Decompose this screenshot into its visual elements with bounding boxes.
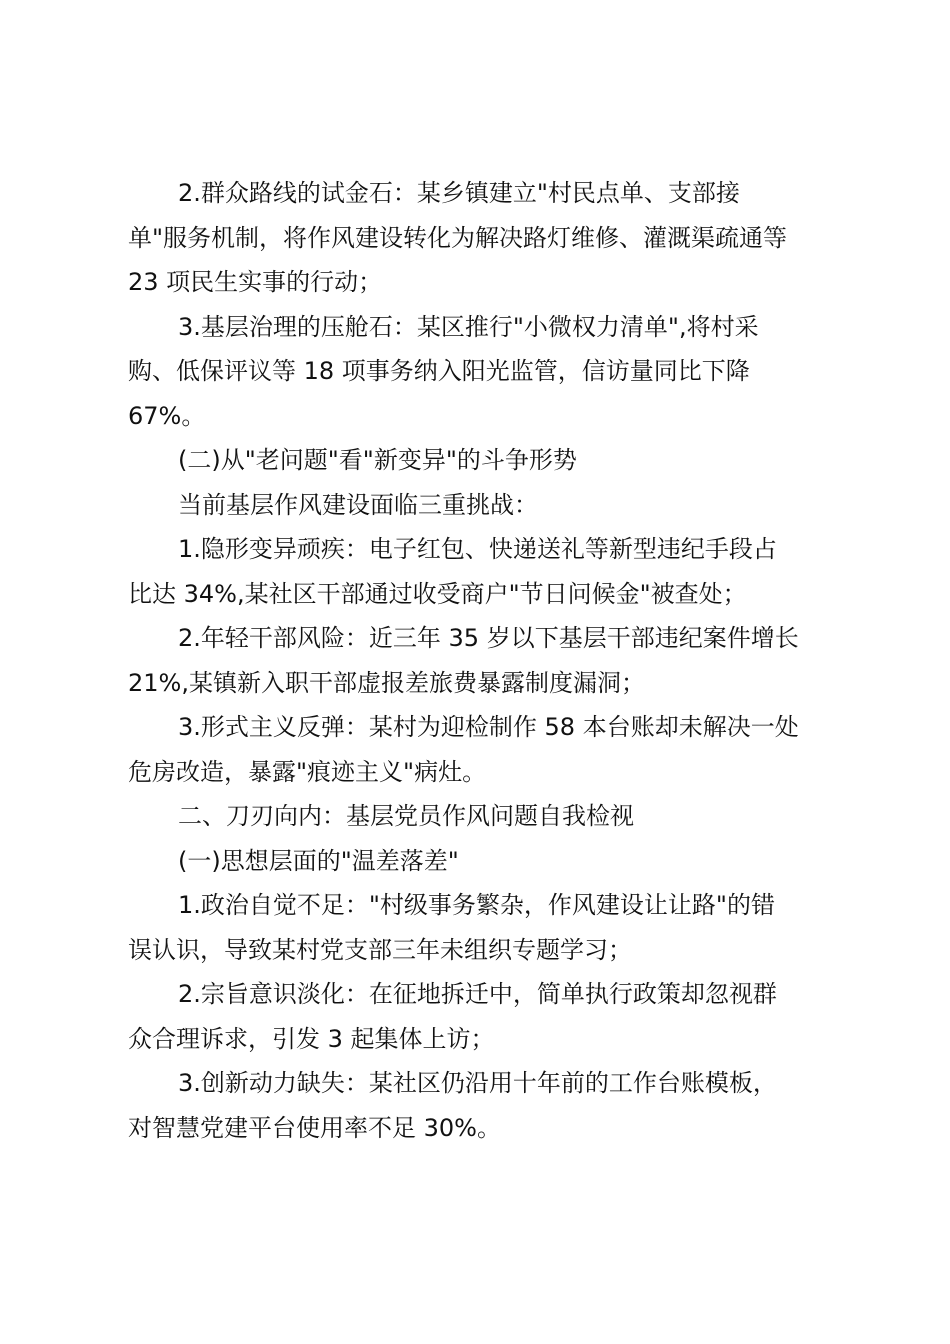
text-line: 危房改造，暴露"痕迹主义"病灶。 bbox=[128, 757, 487, 786]
text-line: 3.形式主义反弹：某村为迎检制作 58 本台账却未解决一处 bbox=[178, 713, 799, 741]
text-line: 当前基层作风建设面临三重挑战： bbox=[178, 490, 538, 519]
text-line: 众合理诉求，引发 3 起集体上访； bbox=[128, 1024, 495, 1053]
text-line: 3.创新动力缺失：某社区仍沿用十年前的工作台账模板， bbox=[178, 1069, 777, 1097]
text-line: 67%。 bbox=[128, 401, 206, 430]
text-line: 误认识，导致某村党支部三年未组织专题学习； bbox=[128, 935, 632, 964]
text-line: 1.政治自觉不足："村级事务繁杂，作风建设让让路"的错 bbox=[178, 891, 775, 919]
text-line: 23 项民生实事的行动； bbox=[128, 268, 383, 296]
text-line: 购、低保评议等 18 项事务纳入阳光监管，信访量同比下降 bbox=[128, 357, 750, 385]
paragraph-grassroots-governance bbox=[128, 305, 838, 439]
heading-text: (一)思想层面的"温差落差" bbox=[178, 846, 459, 875]
heading-text: (二)从"老问题"看"新变异"的斗争形势 bbox=[178, 446, 577, 474]
heading-text: 二、刀刃向内：基层党员作风问题自我检视 bbox=[178, 802, 634, 830]
paragraph-purpose-awareness bbox=[128, 972, 838, 1061]
document-body bbox=[128, 171, 838, 1150]
text-line: 2.年轻干部风险：近三年 35 岁以下基层干部违纪案件增长 bbox=[178, 624, 799, 652]
paragraph-innovation-motivation bbox=[128, 1061, 838, 1150]
paragraph-formalism-rebound bbox=[128, 705, 838, 794]
text-line: 2.宗旨意识淡化：在征地拆迁中，简单执行政策却忽视群 bbox=[178, 980, 777, 1008]
paragraph-young-cadre-risk bbox=[128, 616, 838, 705]
paragraph-political-awareness bbox=[128, 883, 838, 972]
section-heading-self-inspection bbox=[128, 794, 838, 839]
text-line: 比达 34%,某社区干部通过收受商户"节日问候金"被查处； bbox=[128, 579, 747, 608]
text-line: 对智慧党建平台使用率不足 30%。 bbox=[128, 1113, 501, 1142]
paragraph-mass-line bbox=[128, 171, 838, 305]
subsection-heading-ideological-gap bbox=[128, 839, 838, 884]
text-line: 1.隐形变异顽疾：电子红包、快递送礼等新型违纪手段占 bbox=[178, 535, 777, 563]
paragraph-hidden-violations bbox=[128, 527, 838, 616]
text-line: 单"服务机制，将作风建设转化为解决路灯维修、灌溉渠疏通等 bbox=[128, 223, 788, 252]
paragraph-three-challenges-intro bbox=[128, 483, 838, 528]
text-line: 2.群众路线的试金石：某乡镇建立"村民点单、支部接 bbox=[178, 179, 740, 207]
section-heading-struggle-situation bbox=[128, 438, 838, 483]
text-line: 21%,某镇新入职干部虚报差旅费暴露制度漏洞； bbox=[128, 668, 645, 697]
text-line: 3.基层治理的压舱石：某区推行"小微权力清单",将村采 bbox=[178, 312, 759, 341]
